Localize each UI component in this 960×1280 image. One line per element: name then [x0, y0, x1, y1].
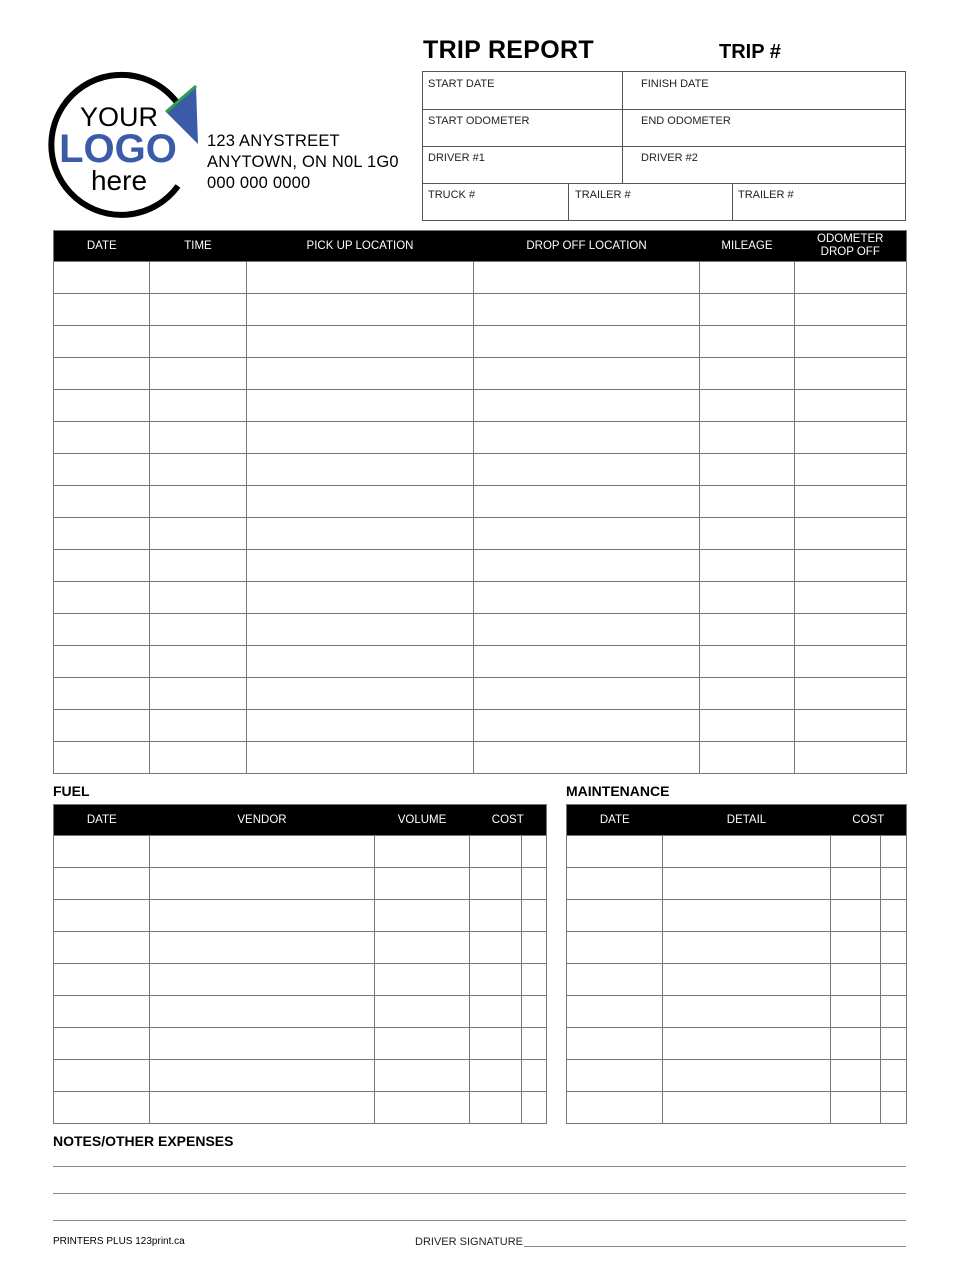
fuel-cell[interactable]: [470, 836, 522, 868]
fuel-row: [54, 900, 547, 932]
trip-cell[interactable]: [474, 486, 700, 518]
maintenance-cell[interactable]: [663, 1092, 831, 1124]
fuel-cell[interactable]: [522, 836, 547, 868]
trip-row: [54, 678, 907, 710]
trip-cell[interactable]: [795, 582, 907, 614]
maintenance-section-label: MAINTENANCE: [566, 783, 670, 799]
trip-cell[interactable]: [54, 358, 150, 390]
maintenance-cell[interactable]: [831, 1060, 881, 1092]
trip-cell[interactable]: [54, 294, 150, 326]
maintenance-cell[interactable]: [881, 964, 907, 996]
maintenance-row: [567, 836, 907, 868]
fuel-row: [54, 1060, 547, 1092]
trip-cell[interactable]: [795, 710, 907, 742]
trip-cell[interactable]: [700, 390, 795, 422]
end-odometer-field[interactable]: END ODOMETER: [641, 115, 731, 127]
trip-row: [54, 486, 907, 518]
trip-cell[interactable]: [700, 454, 795, 486]
trip-cell[interactable]: [150, 262, 247, 294]
maintenance-cell[interactable]: [663, 900, 831, 932]
fuel-cell[interactable]: [522, 1060, 547, 1092]
trip-cell[interactable]: [474, 326, 700, 358]
maintenance-cell[interactable]: [663, 1060, 831, 1092]
trip-cell[interactable]: [150, 358, 247, 390]
trip-cell[interactable]: [700, 262, 795, 294]
trip-cell[interactable]: [700, 486, 795, 518]
trip-header-2: PICK UP LOCATION: [247, 231, 474, 262]
fuel-cell[interactable]: [375, 1060, 470, 1092]
trip-cell[interactable]: [700, 358, 795, 390]
fuel-cell[interactable]: [375, 996, 470, 1028]
trip-cell[interactable]: [795, 486, 907, 518]
company-logo: [46, 68, 206, 218]
driver-signature-line[interactable]: [524, 1246, 906, 1247]
trip-header-5: ODOMETER DROP OFF: [795, 231, 907, 262]
trip-row: [54, 710, 907, 742]
trip-cell[interactable]: [54, 614, 150, 646]
notes-line-2[interactable]: [53, 1193, 906, 1194]
page-title: TRIP REPORT: [423, 36, 594, 64]
fuel-cell[interactable]: [470, 868, 522, 900]
fuel-cell[interactable]: [375, 1028, 470, 1060]
fuel-cell[interactable]: [522, 1092, 547, 1124]
fuel-cell[interactable]: [54, 1060, 150, 1092]
fuel-cell[interactable]: [54, 1092, 150, 1124]
maintenance-cell[interactable]: [831, 996, 881, 1028]
fuel-cell[interactable]: [150, 900, 375, 932]
maintenance-cell[interactable]: [831, 900, 881, 932]
trip-cell[interactable]: [150, 518, 247, 550]
trip-cell[interactable]: [474, 678, 700, 710]
start-date-field[interactable]: START DATE: [428, 78, 495, 90]
maintenance-row: [567, 1092, 907, 1124]
fuel-cell[interactable]: [54, 996, 150, 1028]
trip-cell[interactable]: [247, 678, 474, 710]
trip-cell[interactable]: [247, 422, 474, 454]
maintenance-cell[interactable]: [881, 868, 907, 900]
fuel-row: [54, 868, 547, 900]
trip-cell[interactable]: [795, 262, 907, 294]
fuel-cell[interactable]: [150, 868, 375, 900]
trip-cell[interactable]: [700, 646, 795, 678]
trip-cell[interactable]: [150, 646, 247, 678]
maintenance-cell[interactable]: [831, 836, 881, 868]
maintenance-row: [567, 1028, 907, 1060]
maintenance-cell[interactable]: [881, 996, 907, 1028]
trip-cell[interactable]: [795, 550, 907, 582]
fuel-section-label: FUEL: [53, 783, 90, 799]
fuel-cell[interactable]: [54, 868, 150, 900]
fuel-cell[interactable]: [54, 900, 150, 932]
trip-cell[interactable]: [150, 710, 247, 742]
maintenance-cell[interactable]: [663, 964, 831, 996]
fuel-cell[interactable]: [54, 1028, 150, 1060]
fuel-cell[interactable]: [522, 996, 547, 1028]
trip-header-4: MILEAGE: [700, 231, 795, 262]
maintenance-cell[interactable]: [881, 836, 907, 868]
trip-log-table: [53, 230, 907, 774]
fuel-cell[interactable]: [522, 964, 547, 996]
fuel-cell[interactable]: [375, 868, 470, 900]
maintenance-row: [567, 868, 907, 900]
trip-cell[interactable]: [474, 646, 700, 678]
trip-cell[interactable]: [247, 614, 474, 646]
truck-field[interactable]: TRUCK #: [428, 189, 476, 201]
fuel-row: [54, 1092, 547, 1124]
trip-cell[interactable]: [474, 294, 700, 326]
trip-cell[interactable]: [795, 646, 907, 678]
fuel-row: [54, 964, 547, 996]
finish-date-field[interactable]: FINISH DATE: [641, 78, 709, 90]
trip-cell[interactable]: [700, 742, 795, 774]
trip-cell[interactable]: [247, 326, 474, 358]
trip-cell[interactable]: [474, 390, 700, 422]
trip-row: [54, 614, 907, 646]
fuel-cell[interactable]: [375, 1092, 470, 1124]
trip-cell[interactable]: [247, 550, 474, 582]
fuel-header-2: VOLUME: [375, 805, 470, 836]
notes-line-1[interactable]: [53, 1166, 906, 1167]
trip-cell[interactable]: [247, 710, 474, 742]
trip-cell[interactable]: [150, 742, 247, 774]
trip-cell[interactable]: [795, 326, 907, 358]
svg-text:here: here: [90, 165, 148, 196]
trip-cell[interactable]: [150, 678, 247, 710]
trip-cell[interactable]: [54, 742, 150, 774]
maintenance-cell[interactable]: [663, 836, 831, 868]
trip-cell[interactable]: [474, 358, 700, 390]
trip-cell[interactable]: [54, 422, 150, 454]
trip-cell[interactable]: [54, 710, 150, 742]
trip-row: [54, 742, 907, 774]
maintenance-cell[interactable]: [881, 932, 907, 964]
fuel-row: [54, 932, 547, 964]
trip-cell[interactable]: [150, 582, 247, 614]
trip-cell[interactable]: [247, 582, 474, 614]
trip-cell[interactable]: [700, 710, 795, 742]
trip-row: [54, 582, 907, 614]
maintenance-row: [567, 932, 907, 964]
fuel-cell[interactable]: [470, 1060, 522, 1092]
trip-cell[interactable]: [474, 582, 700, 614]
trip-cell[interactable]: [150, 550, 247, 582]
maintenance-cell[interactable]: [881, 1028, 907, 1060]
trip-cell[interactable]: [150, 422, 247, 454]
trip-number-label: TRIP #: [719, 41, 781, 63]
trip-cell[interactable]: [54, 262, 150, 294]
fuel-cell[interactable]: [150, 1060, 375, 1092]
trip-cell[interactable]: [700, 614, 795, 646]
trip-header-1: TIME: [150, 231, 247, 262]
maintenance-cell[interactable]: [567, 1060, 663, 1092]
maintenance-row: [567, 900, 907, 932]
trip-cell[interactable]: [795, 294, 907, 326]
maintenance-header-1: DETAIL: [663, 805, 831, 836]
fuel-cell[interactable]: [375, 964, 470, 996]
fuel-cell[interactable]: [150, 1028, 375, 1060]
trip-cell[interactable]: [150, 486, 247, 518]
fuel-cell[interactable]: [375, 900, 470, 932]
fuel-cell[interactable]: [375, 836, 470, 868]
fuel-cell[interactable]: [150, 996, 375, 1028]
company-address: [207, 131, 399, 194]
trip-cell[interactable]: [474, 550, 700, 582]
maintenance-cell[interactable]: [567, 868, 663, 900]
driver-signature-label: DRIVER SIGNATURE: [415, 1236, 523, 1248]
trip-info-box: [422, 71, 906, 221]
maintenance-cell[interactable]: [567, 1092, 663, 1124]
trip-cell[interactable]: [247, 262, 474, 294]
fuel-cell[interactable]: [522, 868, 547, 900]
fuel-cell[interactable]: [150, 964, 375, 996]
trip-cell[interactable]: [150, 294, 247, 326]
maintenance-cell[interactable]: [881, 1060, 907, 1092]
trip-cell[interactable]: [474, 518, 700, 550]
trip-cell[interactable]: [247, 294, 474, 326]
trip-row: [54, 454, 907, 486]
trip-cell[interactable]: [247, 518, 474, 550]
trip-cell[interactable]: [247, 358, 474, 390]
trip-header-3: DROP OFF LOCATION: [474, 231, 700, 262]
maintenance-cell[interactable]: [831, 964, 881, 996]
trip-cell[interactable]: [54, 518, 150, 550]
trip-cell[interactable]: [795, 742, 907, 774]
trip-cell[interactable]: [150, 614, 247, 646]
maintenance-cell[interactable]: [831, 868, 881, 900]
trip-cell[interactable]: [700, 326, 795, 358]
trip-cell[interactable]: [700, 678, 795, 710]
svg-text:YOUR: YOUR: [79, 102, 159, 132]
svg-text:LOGO: LOGO: [59, 127, 177, 171]
trip-cell[interactable]: [795, 678, 907, 710]
trip-cell[interactable]: [54, 390, 150, 422]
fuel-cell[interactable]: [54, 964, 150, 996]
trip-cell[interactable]: [54, 454, 150, 486]
trip-cell[interactable]: [700, 294, 795, 326]
trip-cell[interactable]: [247, 390, 474, 422]
trip-cell[interactable]: [474, 742, 700, 774]
trip-cell[interactable]: [795, 454, 907, 486]
trip-cell[interactable]: [247, 742, 474, 774]
trip-cell[interactable]: [474, 422, 700, 454]
maintenance-cell[interactable]: [663, 932, 831, 964]
trip-row: [54, 646, 907, 678]
trip-cell[interactable]: [54, 582, 150, 614]
trip-cell[interactable]: [150, 390, 247, 422]
maintenance-cell[interactable]: [567, 996, 663, 1028]
trip-cell[interactable]: [54, 678, 150, 710]
trip-cell[interactable]: [795, 614, 907, 646]
maintenance-row: [567, 964, 907, 996]
trailer1-field[interactable]: TRAILER #: [575, 189, 631, 201]
trailer2-field[interactable]: TRAILER #: [738, 189, 794, 201]
fuel-header-1: VENDOR: [150, 805, 375, 836]
fuel-cell[interactable]: [150, 1092, 375, 1124]
printer-credit: PRINTERS PLUS 123print.ca: [53, 1236, 185, 1247]
maintenance-table: [566, 804, 907, 1124]
trip-cell[interactable]: [54, 646, 150, 678]
trip-cell[interactable]: [700, 550, 795, 582]
notes-line-3[interactable]: [53, 1220, 906, 1221]
trip-row: [54, 326, 907, 358]
fuel-cell[interactable]: [470, 1028, 522, 1060]
fuel-header-3: COST: [470, 805, 547, 836]
maintenance-cell[interactable]: [831, 932, 881, 964]
maintenance-cell[interactable]: [663, 996, 831, 1028]
fuel-cell[interactable]: [150, 932, 375, 964]
fuel-cell[interactable]: [522, 900, 547, 932]
trip-cell[interactable]: [700, 518, 795, 550]
fuel-row: [54, 1028, 547, 1060]
maintenance-cell[interactable]: [567, 964, 663, 996]
fuel-cell[interactable]: [375, 932, 470, 964]
fuel-header-0: DATE: [54, 805, 150, 836]
maintenance-row: [567, 996, 907, 1028]
fuel-cell[interactable]: [470, 932, 522, 964]
trip-cell[interactable]: [795, 390, 907, 422]
trip-row: [54, 422, 907, 454]
driver1-field[interactable]: DRIVER #1: [428, 152, 485, 164]
notes-label: NOTES/OTHER EXPENSES: [53, 1133, 234, 1149]
trip-cell[interactable]: [474, 454, 700, 486]
maintenance-cell[interactable]: [881, 900, 907, 932]
fuel-cell[interactable]: [54, 932, 150, 964]
start-odometer-field[interactable]: START ODOMETER: [428, 115, 530, 127]
trip-row: [54, 262, 907, 294]
trip-cell[interactable]: [474, 614, 700, 646]
trip-cell[interactable]: [795, 518, 907, 550]
address-street: 123 ANYSTREET: [207, 132, 340, 150]
maintenance-header-2: COST: [831, 805, 907, 836]
trip-cell[interactable]: [247, 486, 474, 518]
fuel-cell[interactable]: [522, 932, 547, 964]
trip-cell[interactable]: [795, 422, 907, 454]
fuel-cell[interactable]: [470, 900, 522, 932]
maintenance-cell[interactable]: [567, 836, 663, 868]
fuel-cell[interactable]: [470, 964, 522, 996]
trip-row: [54, 294, 907, 326]
fuel-cell[interactable]: [470, 1092, 522, 1124]
trip-row: [54, 358, 907, 390]
address-city: ANYTOWN, ON N0L 1G0: [207, 153, 399, 171]
trip-cell[interactable]: [474, 710, 700, 742]
fuel-cell[interactable]: [150, 836, 375, 868]
maintenance-cell[interactable]: [831, 1028, 881, 1060]
trip-cell[interactable]: [795, 358, 907, 390]
trip-header-0: DATE: [54, 231, 150, 262]
maintenance-cell[interactable]: [663, 868, 831, 900]
fuel-row: [54, 836, 547, 868]
trip-cell[interactable]: [54, 326, 150, 358]
maintenance-cell[interactable]: [831, 1092, 881, 1124]
trip-row: [54, 550, 907, 582]
trip-cell[interactable]: [54, 486, 150, 518]
trip-cell[interactable]: [474, 262, 700, 294]
trip-cell[interactable]: [150, 454, 247, 486]
trip-cell[interactable]: [247, 646, 474, 678]
fuel-table: [53, 804, 547, 1124]
fuel-cell[interactable]: [522, 1028, 547, 1060]
trip-cell[interactable]: [150, 326, 247, 358]
trip-row: [54, 390, 907, 422]
maintenance-header-0: DATE: [567, 805, 663, 836]
fuel-row: [54, 996, 547, 1028]
trip-cell[interactable]: [700, 582, 795, 614]
maintenance-row: [567, 1060, 907, 1092]
trip-cell[interactable]: [54, 550, 150, 582]
trip-cell[interactable]: [247, 454, 474, 486]
maintenance-cell[interactable]: [567, 932, 663, 964]
driver2-field[interactable]: DRIVER #2: [641, 152, 698, 164]
maintenance-cell[interactable]: [881, 1092, 907, 1124]
maintenance-cell[interactable]: [567, 900, 663, 932]
fuel-cell[interactable]: [54, 836, 150, 868]
maintenance-cell[interactable]: [567, 1028, 663, 1060]
address-phone: 000 000 0000: [207, 174, 311, 192]
trip-cell[interactable]: [700, 422, 795, 454]
trip-row: [54, 518, 907, 550]
fuel-cell[interactable]: [470, 996, 522, 1028]
maintenance-cell[interactable]: [663, 1028, 831, 1060]
